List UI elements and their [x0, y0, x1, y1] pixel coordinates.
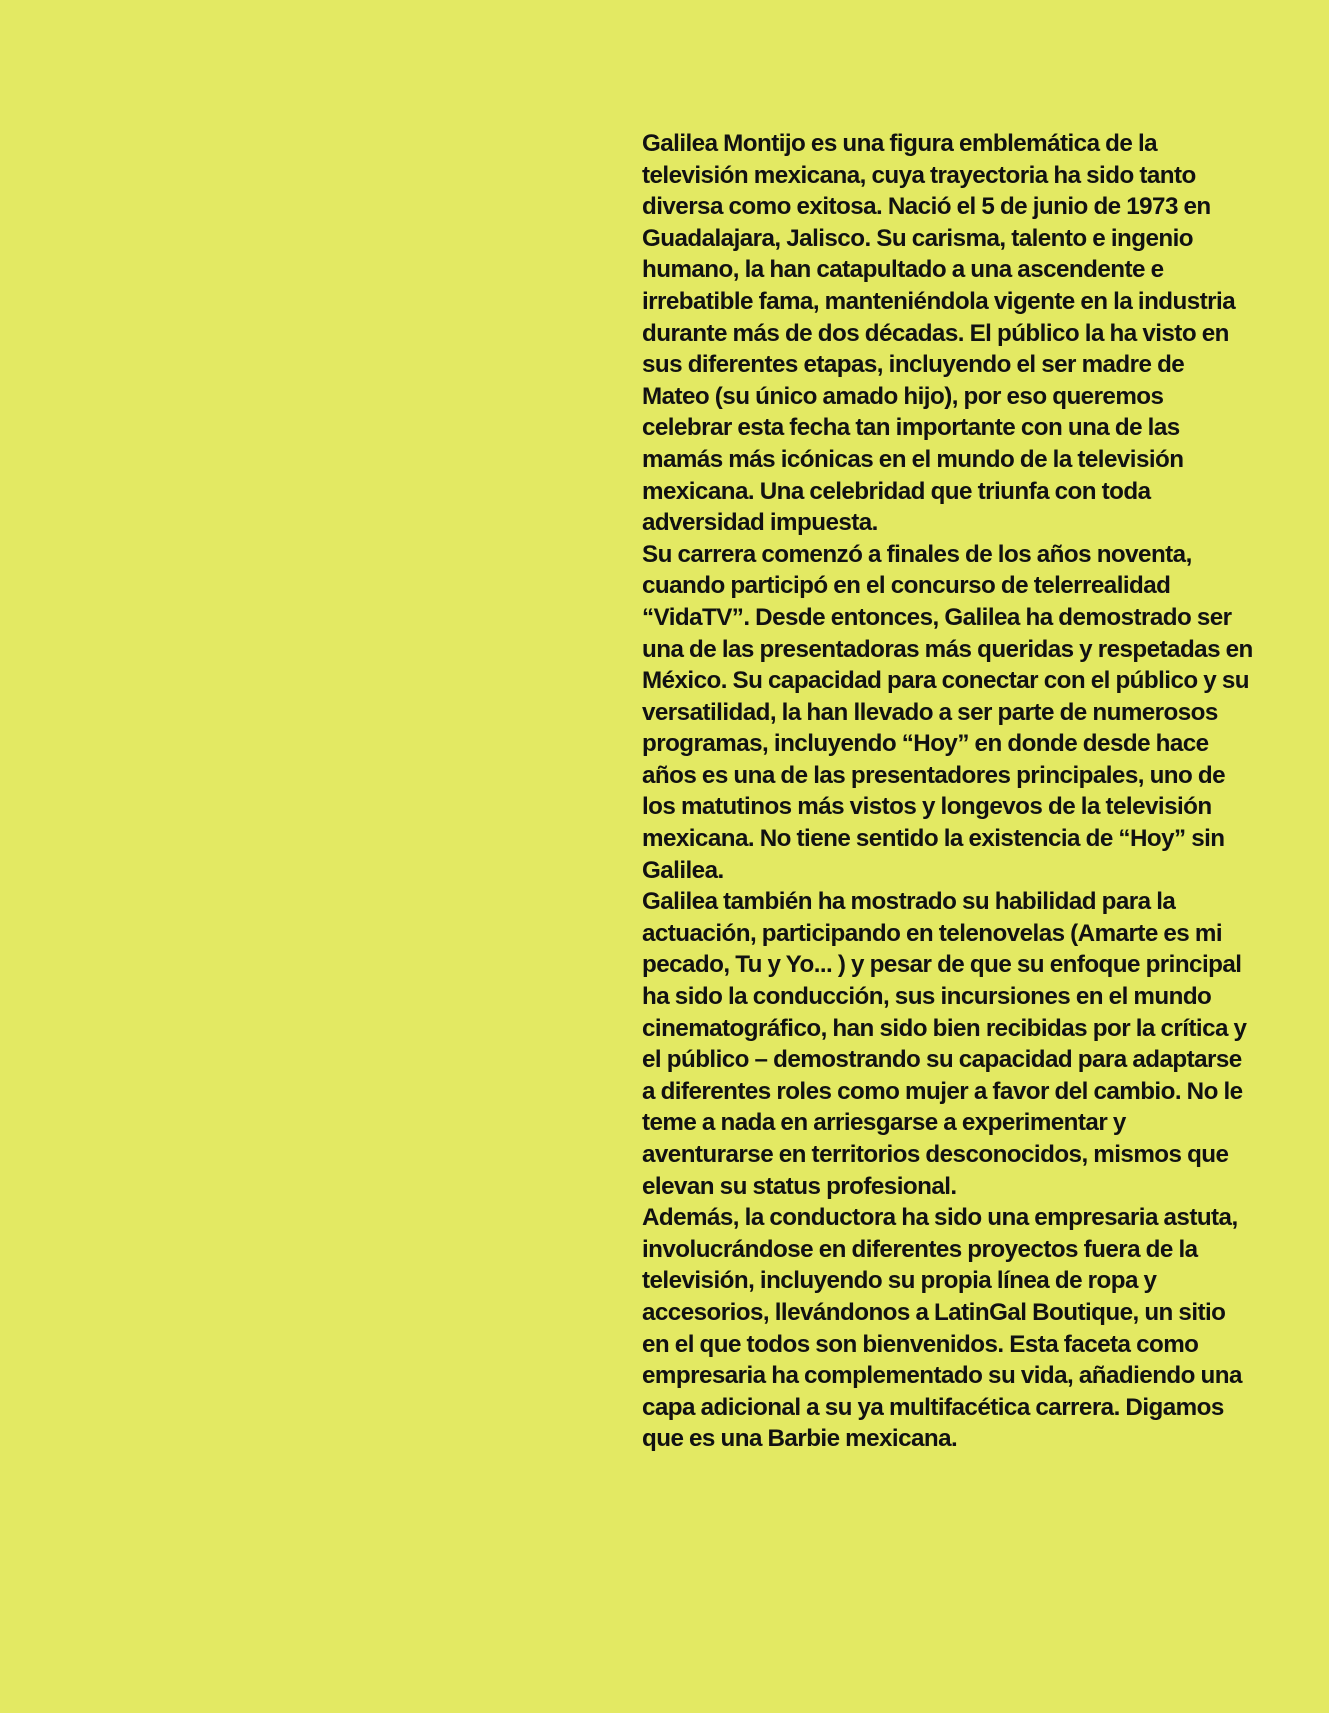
article-body	[642, 128, 1254, 1455]
paragraph-career: Su carrera comenzó a finales de los años noventa, cuando participó en el concurso de telerrealidad “VidaTV”. Desde entonces, Galilea ha demostrado ser una de las presentadoras más queridas y respetadas en México. Su capacidad para conectar con el público y su versatilidad, la han llevado a ser parte de numerosos programas, incluyendo “Hoy” en donde desde hace años es una de las presentadores principales, uno de los matutinos más vistos y longevos de la televisión mexicana. No tiene sentido la existencia de “Hoy” sin Galilea.	[642, 540, 1253, 884]
paragraph-intro: Galilea Montijo es una figura emblemática de la televisión mexicana, cuya trayectoria ha sido tanto diversa como exitosa. Nació el 5 de junio de 1973 en Guadalajara, Jalisco. Su carisma, talento e ingenio humano, la han catapultado a una ascendente e irrebatible fama, manteniéndola vigente en la industria durante más de dos décadas. El público la ha visto en sus diferentes etapas, incluyendo el ser madre de Mateo (su único amado hijo), por eso queremos celebrar esta fecha tan importante con una de las mamás más icónicas en el mundo de la televisión mexicana. Una celebridad que triunfa con toda adversidad impuesta.	[642, 130, 1236, 537]
paragraph-acting: Galilea también ha mostrado su habilidad para la actuación, participando en telenovelas (Amarte es mi pecado, Tu y Yo... ) y pesar de que su enfoque principal ha sido la conducción, sus incursiones en el mundo cinematográfico, han sido bien recibidas por la crítica y el público – demostrando su capacidad para adaptarse a diferentes roles como mujer a favor del cambio. No le teme a nada en arriesgarse a experimentar y aventurarse en territorios desconocidos, mismos que elevan su status profesional.	[642, 888, 1247, 1200]
paragraph-business: Además, la conductora ha sido una empresaria astuta, involucrándose en diferentes proyectos fuera de la televisión, incluyendo su propia línea de ropa y accesorios, llevándonos a LatinGal Boutique, un sitio en el que todos son bienvenidos. Esta faceta como empresaria ha complementado su vida, añadiendo una capa adicional a su ya multifacética carrera. Digamos que es una Barbie mexicana.	[642, 1204, 1242, 1453]
